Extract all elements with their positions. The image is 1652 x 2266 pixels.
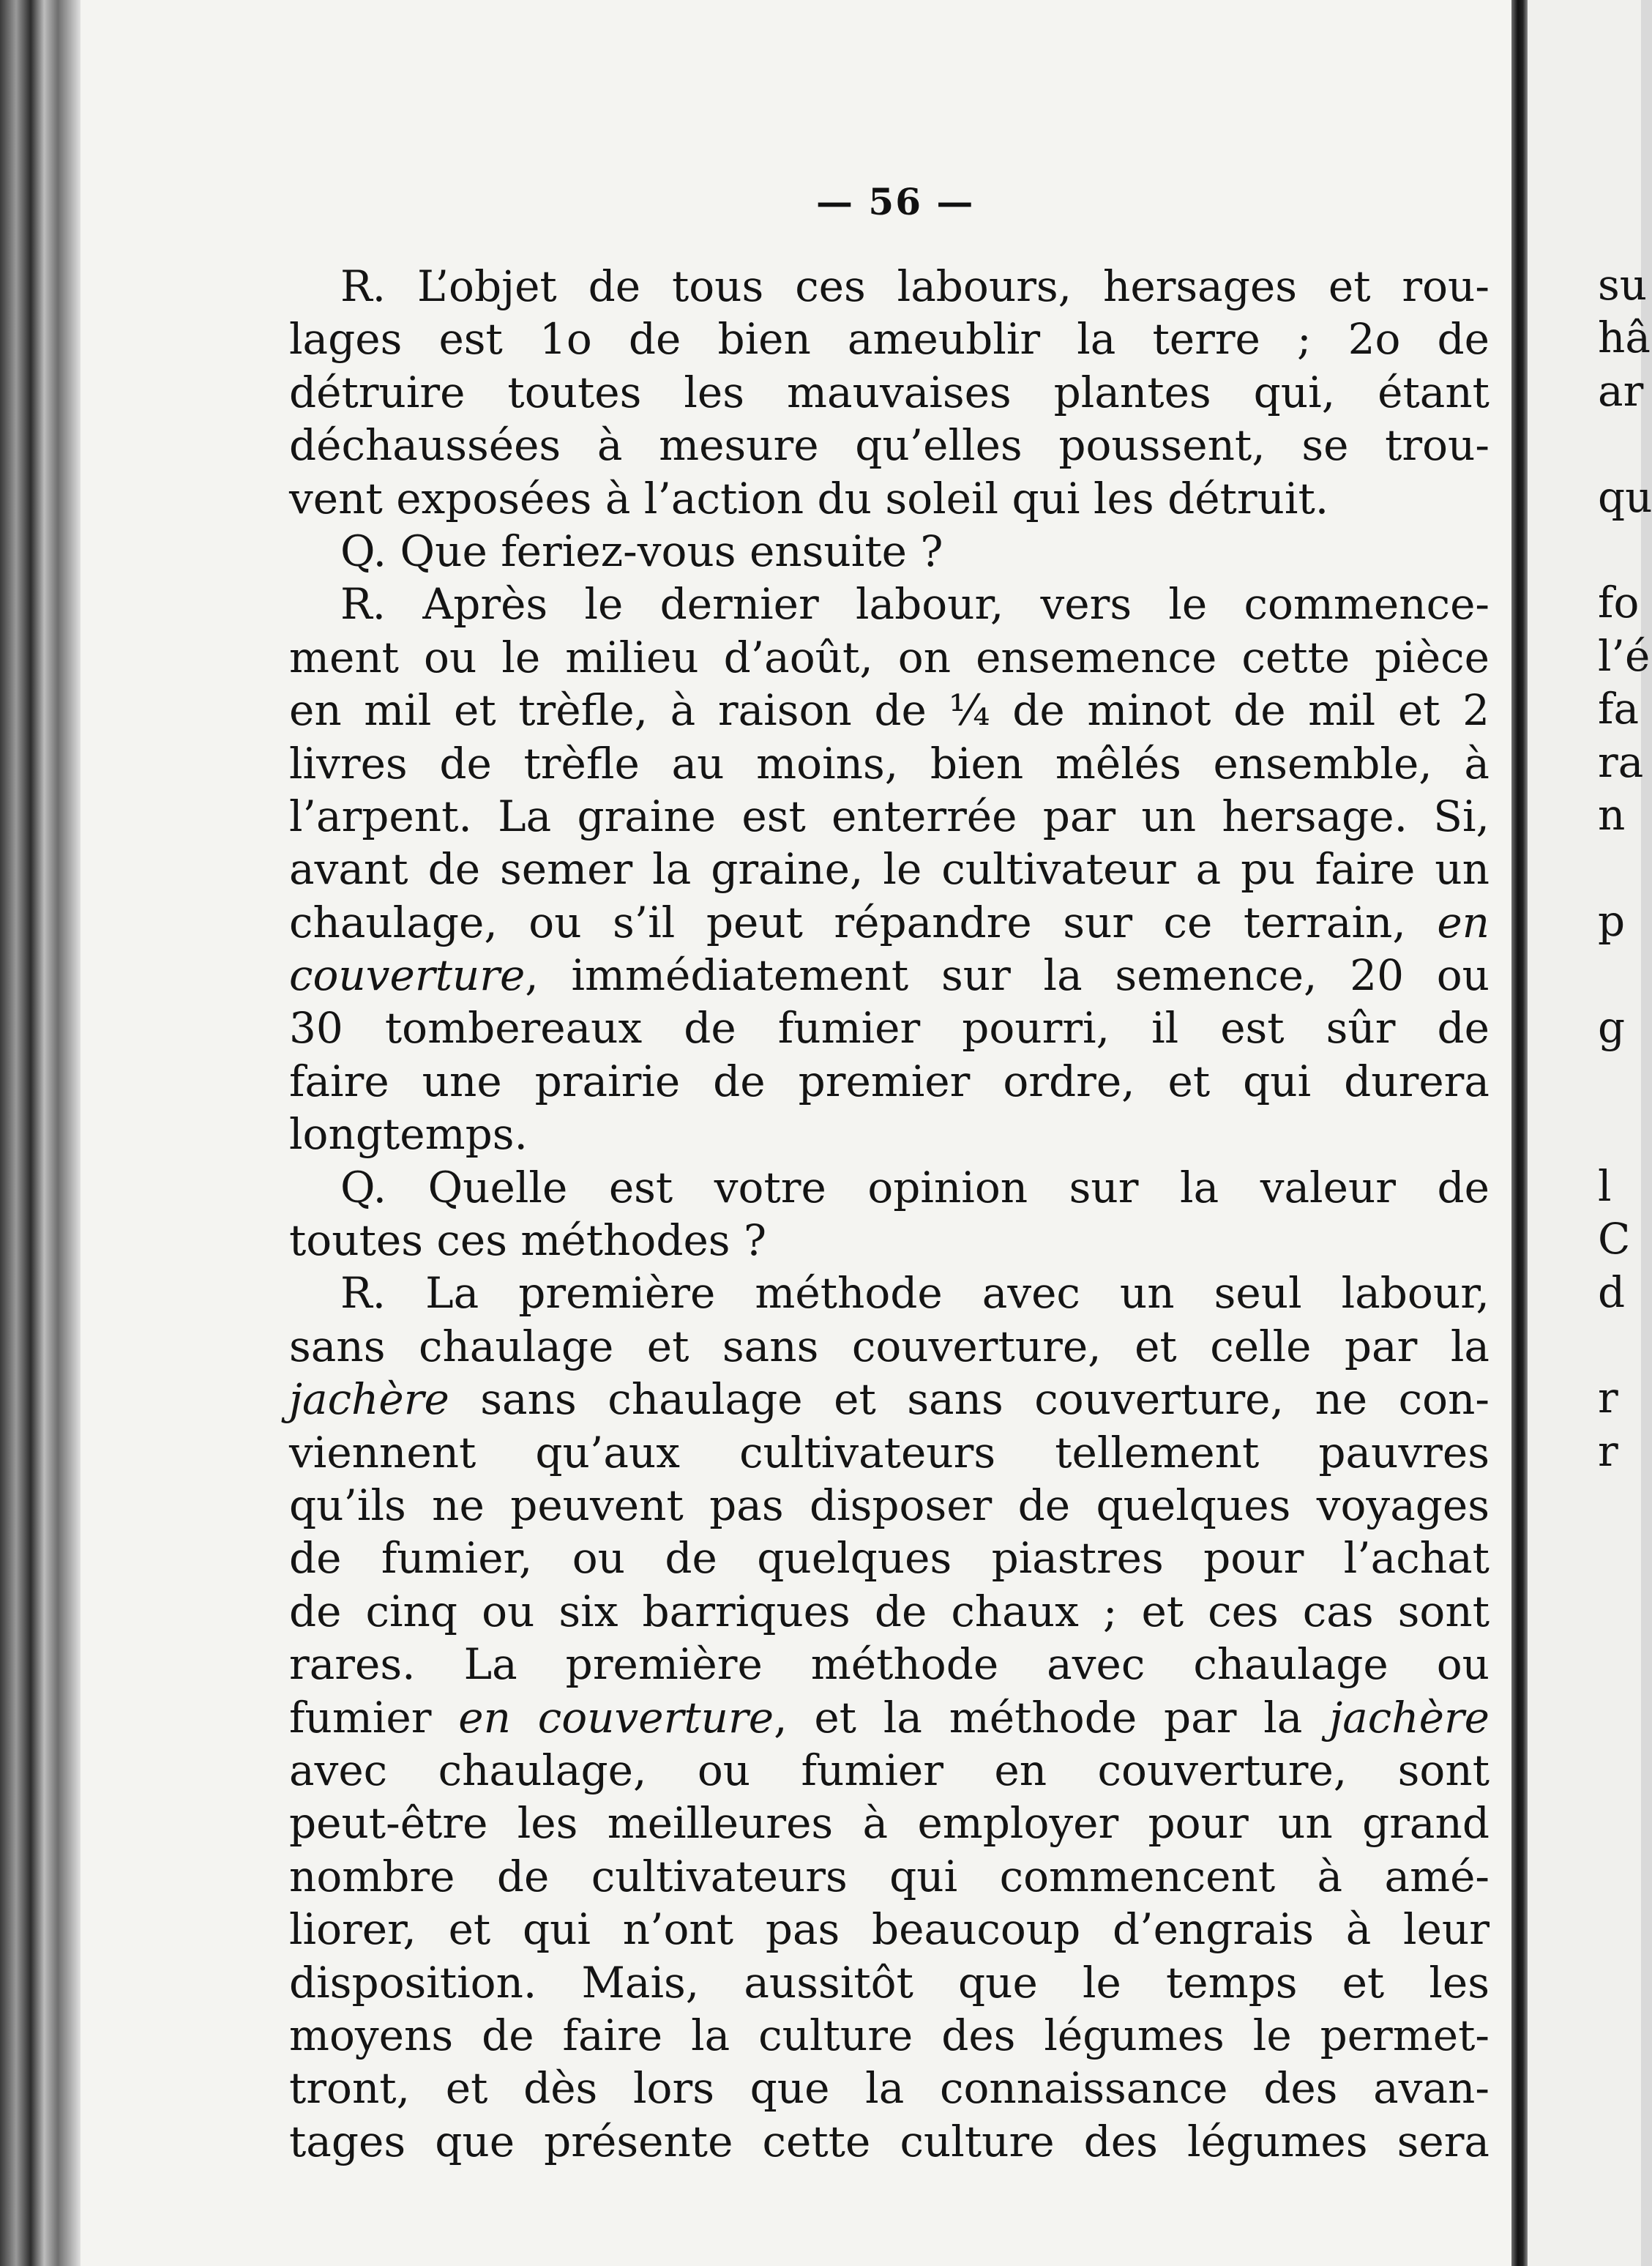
- text-segment: rares. La première méthode avec chaulage ou: [289, 1639, 1490, 1690]
- text-segment: tront, et dès lors que la connaissance des avan-: [289, 2063, 1490, 2114]
- text-line: [289, 843, 1490, 895]
- text-line: [289, 1797, 1490, 1849]
- text-line: [289, 737, 1490, 790]
- text-line: [289, 419, 1490, 472]
- text-line: [289, 313, 1490, 365]
- text-segment: viennent qu’aux cultivateurs tellement pauvres: [289, 1427, 1490, 1477]
- text-line: [289, 1267, 1490, 1319]
- facing-page-fragment: ar: [1598, 365, 1644, 416]
- text-segment: R. La première méthode avec un seul labour,: [340, 1268, 1490, 1319]
- text-segment: l’arpent. La graine est enterrée par un hersage. Si,: [289, 791, 1490, 841]
- facing-page-fragment: su: [1598, 260, 1648, 310]
- text-segment: sans chaulage et sans couverture, et celle par la: [289, 1321, 1490, 1371]
- text-segment: Q. Que feriez-vous ensuite ?: [340, 526, 943, 576]
- text-segment: lages est 1o de bien ameublir la terre ; 2o de: [289, 314, 1490, 365]
- page-number: — 56 —: [816, 180, 975, 223]
- text-segment: fumier: [289, 1692, 459, 1743]
- text-segment: déchaussées à mesure qu’elles poussent, se trou-: [289, 420, 1490, 471]
- text-segment: livres de trèfle au moins, bien mêlés ensemble, à: [289, 738, 1490, 789]
- text-segment: nombre de cultivateurs qui commencent à amé-: [289, 1851, 1490, 1901]
- text-line: [289, 2115, 1490, 2168]
- facing-page-fragment: d: [1598, 1267, 1626, 1317]
- text-line: [289, 790, 1490, 843]
- facing-page-fragment: ra: [1598, 737, 1644, 787]
- text-line: [289, 1373, 1490, 1425]
- text-segment: R. Après le dernier labour, vers le commence-: [340, 579, 1490, 630]
- body-text: [289, 260, 1490, 2168]
- text-line: [289, 1426, 1490, 1479]
- text-segment: sans chaulage et sans couverture, ne con-: [449, 1374, 1490, 1425]
- italic-text: jachère: [1329, 1692, 1490, 1743]
- text-segment: , et la méthode par la: [774, 1692, 1330, 1743]
- text-segment: longtemps.: [289, 1109, 528, 1160]
- text-segment: vent exposées à l’action du soleil qui les détruit.: [289, 473, 1329, 523]
- text-segment: moyens de faire la culture des légumes le permet-: [289, 2010, 1490, 2060]
- text-segment: R. L’objet de tous ces labours, hersages et rou-: [340, 261, 1490, 311]
- italic-text: en couverture: [458, 1692, 774, 1743]
- text-segment: faire une prairie de premier ordre, et qui durera: [289, 1056, 1490, 1106]
- text-line: [289, 1956, 1490, 2009]
- text-line: [289, 1108, 1490, 1160]
- text-segment: de fumier, ou de quelques piastres pour l’achat: [289, 1533, 1490, 1584]
- text-line: [289, 1638, 1490, 1691]
- text-segment: qu’ils ne peuvent pas disposer de quelques voyages: [289, 1480, 1490, 1530]
- text-line: [289, 578, 1490, 630]
- text-line: [289, 2009, 1490, 2062]
- text-line: [289, 1214, 1490, 1267]
- text-line: [289, 1479, 1490, 1532]
- facing-page-fragment: C: [1598, 1214, 1631, 1264]
- text-segment: toutes ces méthodes ?: [289, 1215, 767, 1266]
- text-segment: 30 tombereaux de fumier pourri, il est sûr de: [289, 1003, 1490, 1054]
- text-line: [289, 1585, 1490, 1638]
- text-segment: avant de semer la graine, le cultivateur a pu faire un: [289, 844, 1490, 895]
- text-segment: de cinq ou six barriques de chaux ; et ces cas sont: [289, 1586, 1490, 1636]
- facing-page-fragment: fo: [1598, 578, 1640, 628]
- book-gutter: [1511, 0, 1528, 2266]
- text-line: [289, 1744, 1490, 1797]
- text-line: [289, 525, 1490, 578]
- text-segment: ment ou le milieu d’août, on ensemence cette pièce: [289, 632, 1490, 682]
- text-segment: tages que présente cette culture des légumes sera: [289, 2116, 1490, 2166]
- text-line: [289, 1691, 1490, 1744]
- facing-page-fragment: p: [1598, 895, 1626, 946]
- text-line: [289, 1532, 1490, 1584]
- text-line: [289, 1320, 1490, 1373]
- text-segment: détruire toutes les mauvaises plantes qui, étant: [289, 367, 1490, 417]
- facing-page-fragment: g: [1598, 1002, 1626, 1052]
- text-line: [289, 631, 1490, 684]
- facing-page-fragment: hâ: [1598, 313, 1651, 363]
- text-line: [289, 260, 1490, 313]
- text-line: [289, 949, 1490, 1002]
- text-line: [289, 366, 1490, 419]
- text-segment: Q. Quelle est votre opinion sur la valeur de: [340, 1162, 1490, 1212]
- text-line: [289, 896, 1490, 949]
- text-segment: avec chaulage, ou fumier en couverture, sont: [289, 1745, 1490, 1795]
- italic-text: en: [1437, 897, 1490, 947]
- text-line: [289, 472, 1490, 525]
- text-line: [289, 2062, 1490, 2114]
- text-segment: en mil et trèfle, à raison de ¼ de minot de mil et 2: [289, 685, 1490, 736]
- text-line: [289, 1850, 1490, 1903]
- italic-text: jachère: [289, 1374, 449, 1425]
- text-segment: , immédiatement sur la semence, 20 ou: [525, 950, 1490, 1001]
- text-line: [289, 1055, 1490, 1108]
- text-segment: disposition. Mais, aussitôt que le temps et les: [289, 1957, 1490, 2008]
- text-segment: chaulage, ou s’il peut répandre sur ce terrain,: [289, 897, 1438, 947]
- text-segment: peut-être les meilleures à employer pour un grand: [289, 1798, 1490, 1849]
- book-edge-left: [0, 0, 81, 2266]
- text-line: [289, 684, 1490, 737]
- facing-page-fragment: n: [1598, 790, 1626, 840]
- facing-page-fragment: qu: [1598, 472, 1652, 522]
- text-line: [289, 1903, 1490, 1956]
- facing-page-fragment: r: [1598, 1425, 1618, 1476]
- facing-page-fragment: l’é: [1598, 630, 1651, 681]
- facing-page-fragment: r: [1598, 1373, 1618, 1423]
- italic-text: couverture: [289, 950, 526, 1001]
- text-line: [289, 1002, 1490, 1054]
- text-segment: liorer, et qui n’ont pas beaucoup d’engrais à leur: [289, 1904, 1490, 1955]
- text-line: [289, 1161, 1490, 1214]
- facing-page-fragment: fa: [1598, 684, 1640, 734]
- facing-page-fragment: l: [1598, 1160, 1612, 1211]
